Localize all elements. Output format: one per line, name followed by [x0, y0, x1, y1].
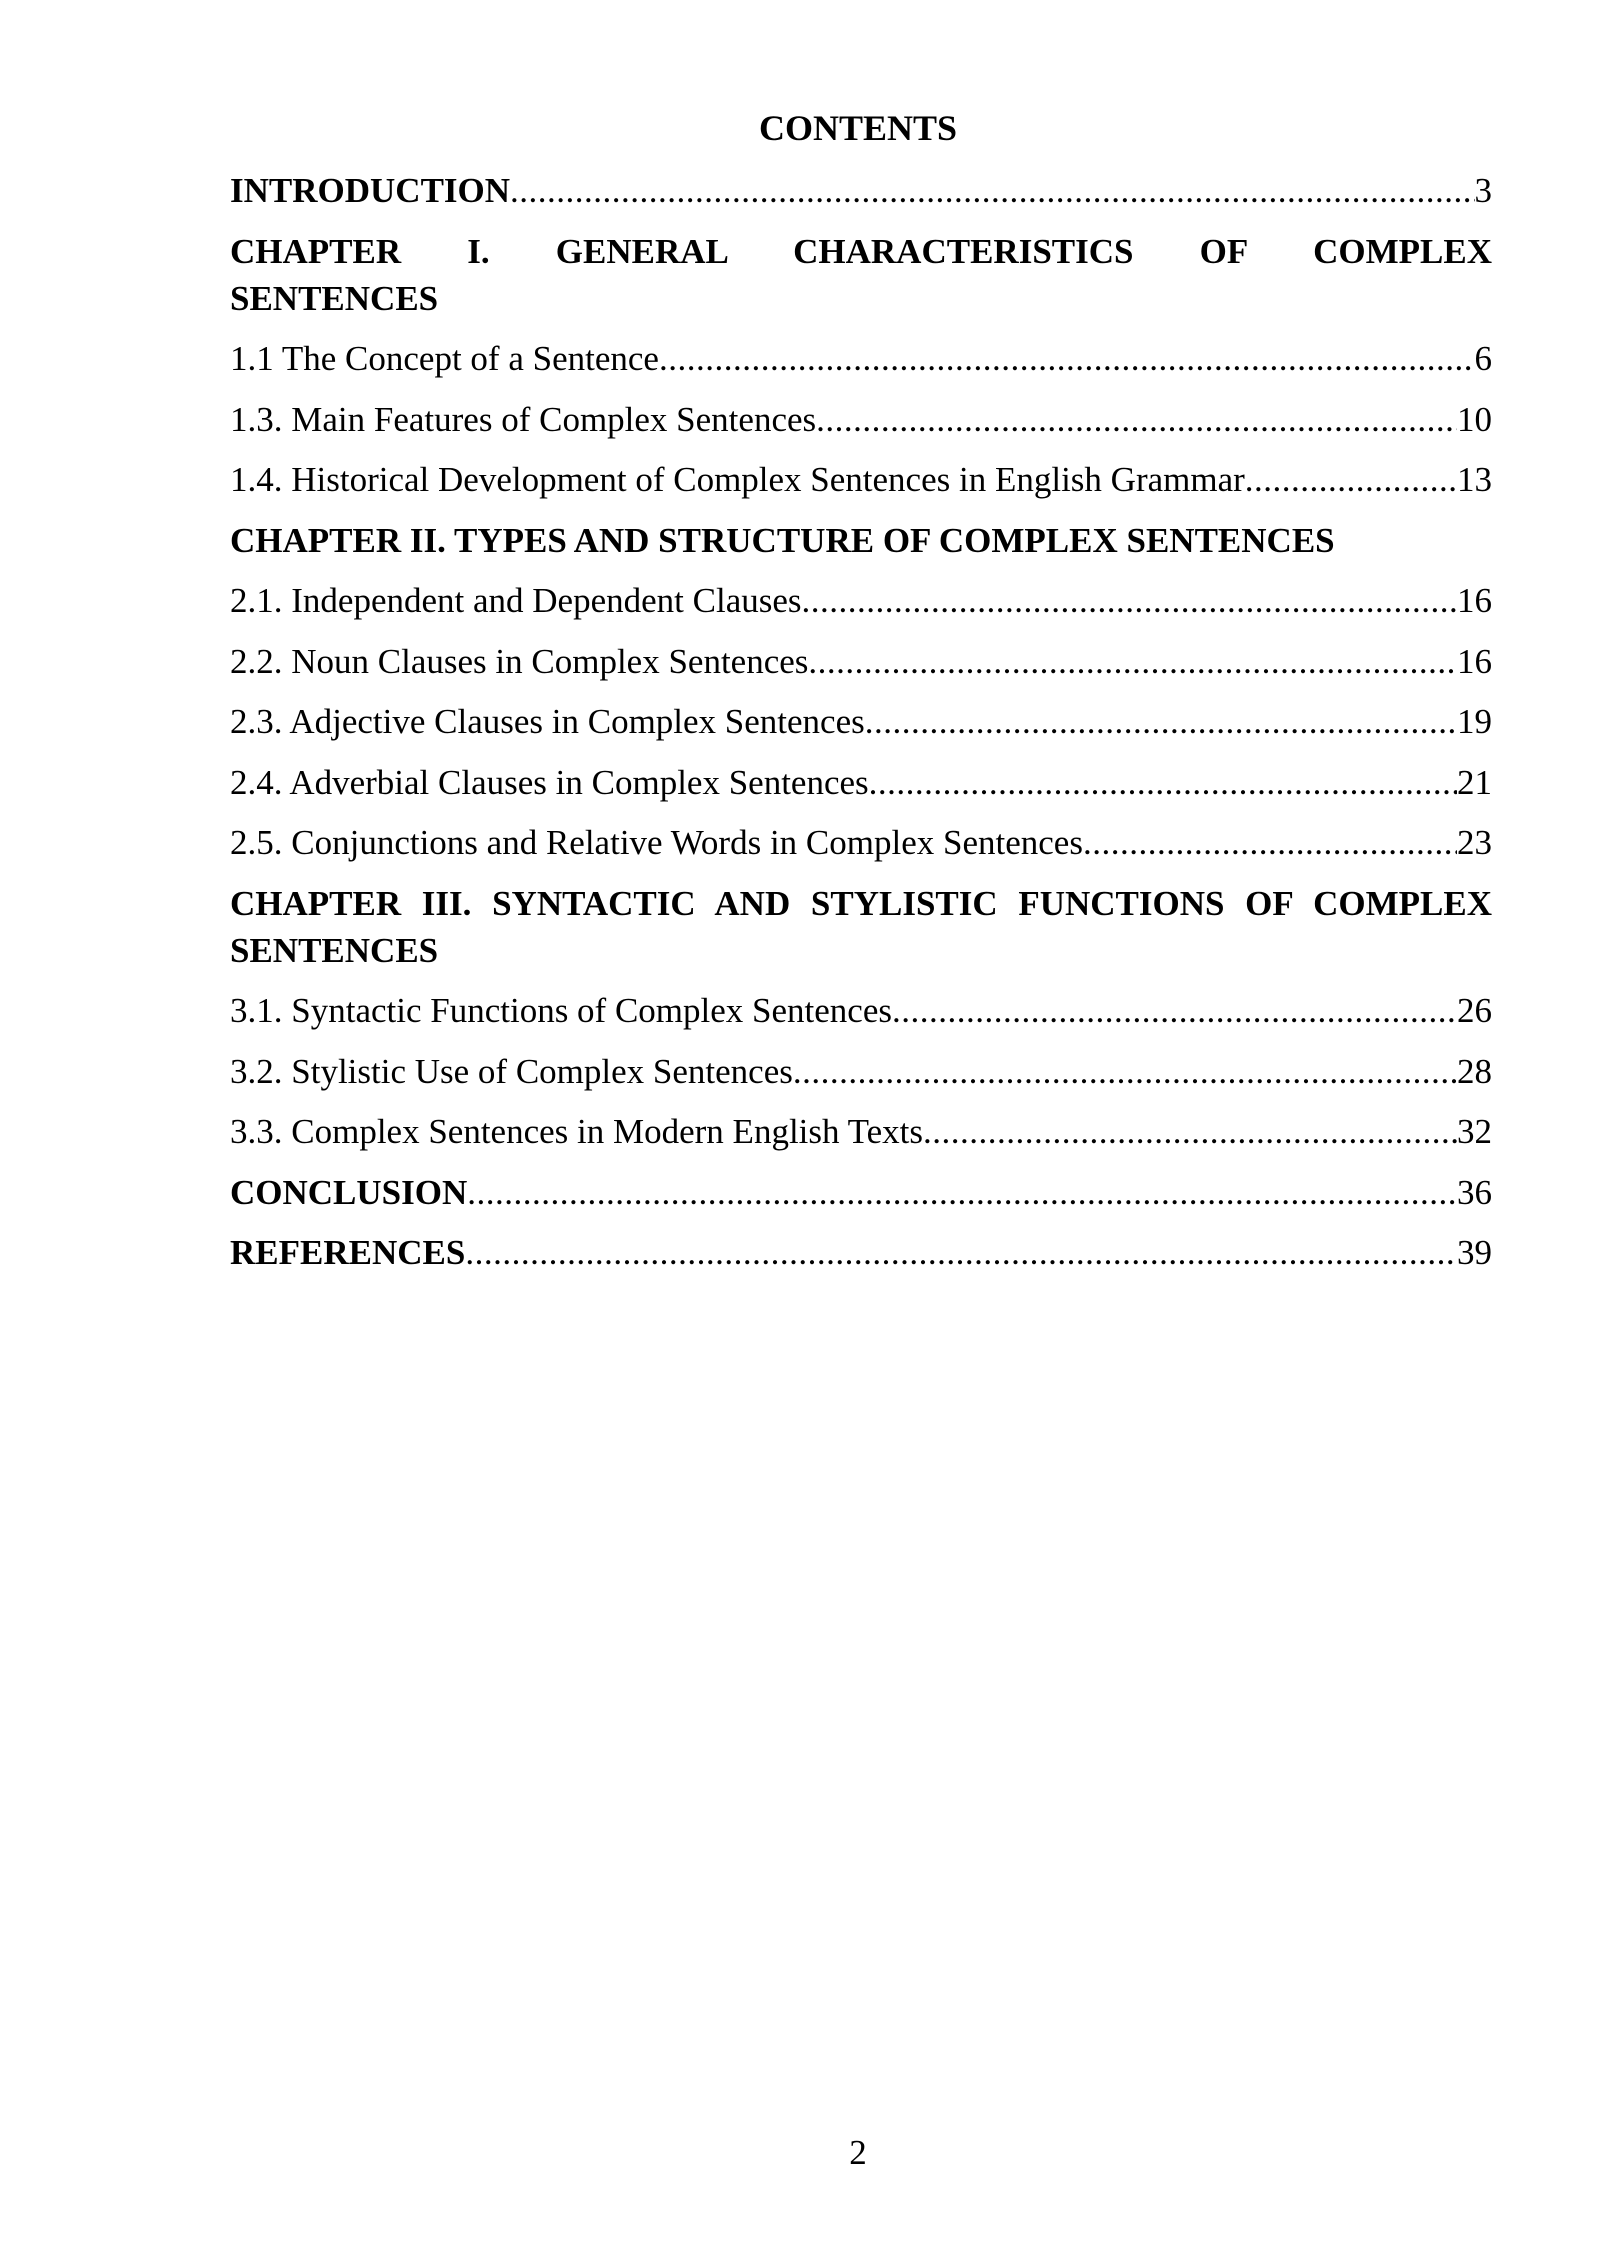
toc-chapter-1-heading[interactable] [230, 228, 1492, 322]
toc-page-number: 16 [1457, 641, 1492, 681]
dot-leader [865, 698, 1457, 745]
toc-entry-label: 1.3. Main Features of Complex Sentences [230, 399, 817, 439]
toc-page-number: 32 [1457, 1112, 1492, 1151]
toc-heading-line-1: CHAPTER III. SYNTACTIC AND STYLISTIC FUNCTIONS OF COMPLEX [230, 883, 1492, 923]
toc-entry-label: 2.1. Independent and Dependent Clauses [230, 581, 802, 620]
toc-heading-line-1: CHAPTER I. GENERAL CHARACTERISTICS OF COMPLEX [230, 231, 1492, 271]
toc-entry-label: 2.2. Noun Clauses in Complex Sentences [230, 641, 809, 681]
toc-entry-label: 2.5. Conjunctions and Relative Words in Complex Sentences [230, 823, 1083, 862]
toc-page-number: 28 [1457, 1051, 1492, 1091]
toc-entry-2-5[interactable] [230, 819, 1492, 866]
toc-page-number: 36 [1457, 1172, 1492, 1212]
toc-chapter-3-heading[interactable] [230, 880, 1492, 974]
dot-leader [923, 1108, 1457, 1155]
toc-page-number: 39 [1457, 1233, 1492, 1272]
toc-page-number: 13 [1457, 460, 1492, 499]
toc-entry-3-3[interactable] [230, 1108, 1492, 1155]
toc-entry-label: 3.3. Complex Sentences in Modern English Texts [230, 1112, 923, 1151]
toc-entry-label: INTRODUCTION [230, 171, 511, 210]
toc-page-number: 23 [1457, 823, 1492, 862]
toc-entry-2-1[interactable] [230, 577, 1492, 624]
toc-entry-label: CONCLUSION [230, 1172, 468, 1212]
toc-chapter-2-heading[interactable] [230, 517, 1492, 564]
toc-entry-2-2[interactable] [230, 638, 1492, 685]
toc-heading-line-2: SENTENCES [230, 930, 439, 970]
toc-entry-introduction[interactable] [230, 167, 1492, 214]
toc-entry-label: 3.1. Syntactic Functions of Complex Sentences [230, 991, 892, 1030]
toc-page-number: 26 [1457, 991, 1492, 1030]
toc-entry-2-4[interactable] [230, 759, 1492, 806]
dot-leader [510, 167, 1474, 214]
toc-entry-2-3[interactable] [230, 698, 1492, 745]
toc-entry-label: 1.4. Historical Development of Complex Sentences in English Grammar [230, 460, 1245, 499]
toc-page-number: 16 [1457, 581, 1492, 620]
dot-leader [802, 577, 1457, 624]
dot-leader [816, 396, 1457, 443]
toc-entry-3-1[interactable] [230, 987, 1492, 1034]
toc-heading-label: CHAPTER II. TYPES AND STRUCTURE OF COMPLEX SENTENCES [230, 520, 1335, 560]
toc-entry-1-1[interactable] [230, 335, 1492, 382]
contents-title: CONTENTS [758, 108, 958, 148]
toc-entry-label: REFERENCES [230, 1233, 466, 1272]
toc-entry-1-4[interactable] [230, 456, 1492, 503]
page-number: 2 [849, 2133, 867, 2172]
toc-heading-line-2: SENTENCES [230, 278, 439, 318]
toc-entry-label: 2.3. Adjective Clauses in Complex Sentences [230, 702, 865, 741]
dot-leader [892, 987, 1457, 1034]
toc-page-number: 6 [1474, 339, 1492, 378]
dot-leader [465, 1229, 1457, 1276]
toc-entry-conclusion[interactable] [230, 1169, 1492, 1216]
toc-entry-label: 3.2. Stylistic Use of Complex Sentences [230, 1051, 793, 1091]
toc-entry-1-3[interactable] [230, 396, 1492, 443]
toc-page-number: 21 [1457, 762, 1492, 802]
table-of-contents [230, 167, 1492, 1290]
dot-leader [793, 1048, 1457, 1095]
dot-leader [1245, 456, 1457, 503]
dot-leader [467, 1169, 1457, 1216]
toc-page-number: 19 [1457, 702, 1492, 741]
toc-entry-label: 1.1 The Concept of a Sentence [230, 339, 659, 378]
toc-entry-label: 2.4. Adverbial Clauses in Complex Sentences [230, 762, 869, 802]
dot-leader [1083, 819, 1457, 866]
toc-page-number: 3 [1474, 171, 1492, 210]
dot-leader [869, 759, 1457, 806]
toc-entry-references[interactable] [230, 1229, 1492, 1276]
dot-leader [808, 638, 1457, 685]
toc-page-number: 10 [1457, 399, 1492, 439]
toc-entry-3-2[interactable] [230, 1048, 1492, 1095]
dot-leader [659, 335, 1475, 382]
